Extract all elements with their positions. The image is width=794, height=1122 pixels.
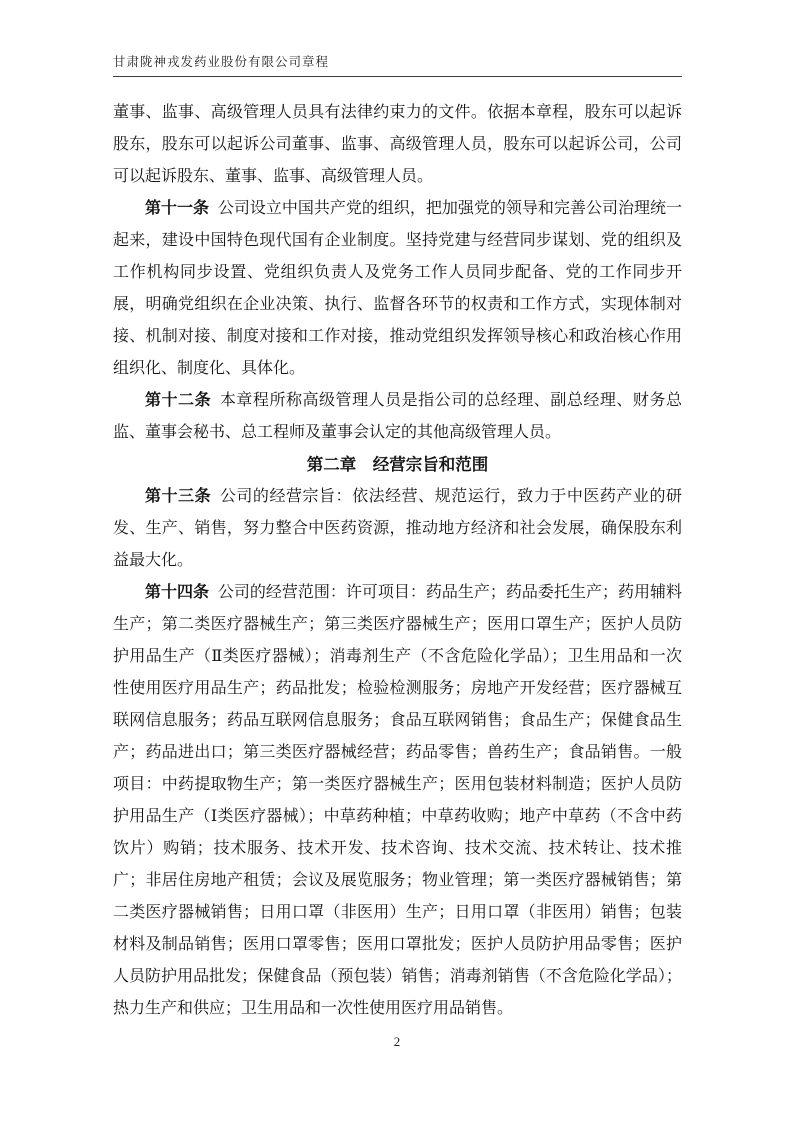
article-14-text: 公司的经营范围：许可项目：药品生产；药品委托生产；药用辅料生产；第二类医疗器械生产；第三类医疗器械生产；医用口罩生产；医护人员防护用品生产（Ⅱ类医疗器械）；消毒剂生产（不含危险化学品）；卫生用品和一次性使用医疗用品生产；药品批发；检验检测服务；房地产开发经营；医疗器械互联网信息服务；药品互联网信息服务；食品互联网销售；食品生产；保健食品生产；药品进出口；第三类医疗器械经营；药品零售；兽药生产；食品销售。一般项目：中药提取物生产；第一类医疗器械生产；医用包装材料制造；医护人员防护用品生产（Ⅰ类医疗器械）；中草药种植；中草药收购；地产中草药（不含中药饮片）购销；技术服务、技术开发、技术咨询、技术交流、技术转让、技术推广；非居住房地产租赁；会议及展览服务；物业管理；第一类医疗器械销售；第二类医疗器械销售；日用口罩（非医用）生产；日用口罩（非医用）销售；包装材料及制品销售；医用口罩零售；医用口罩批发；医护人员防护用品零售；医护人员防护用品批发；保健食品（预包装）销售；消毒剂销售（不含危险化学品）；热力生产和供应；卫生用品和一次性使用医疗用品销售。 [113, 584, 682, 1017]
article-12-text: 本章程所称高级管理人员是指公司的总经理、副总经理、财务总监、董事会秘书、总工程师及董事会认定的其他高级管理人员。 [113, 392, 682, 441]
article-14-number: 第十四条 [145, 584, 210, 601]
article-13-number: 第十三条 [145, 488, 212, 505]
article-11-number: 第十一条 [145, 200, 210, 217]
chapter-2-heading: 第二章 经营宗旨和范围 [306, 455, 489, 474]
document-body [113, 97, 682, 1025]
article-13-text: 公司的经营宗旨：依法经营、规范运行，致力于中医药产业的研发、生产、销售，努力整合中医药资源，推动地方经济和社会发展，确保股东利益最大化。 [113, 488, 682, 569]
article-11-text: 公司设立中国共产党的组织，把加强党的领导和完善公司治理统一起来，建设中国特色现代国有企业制度。坚持党建与经营同步谋划、党的组织及工作机构同步设置、党组织负责人及党务工作人员同步配备、党的工作同步开展，明确党组织在企业决策、执行、监督各环节的权责和工作方式，实现体制对接、机制对接、制度对接和工作对接，推动党组织发挥领导核心和政治核心作用组织化、制度化、具体化。 [113, 200, 682, 377]
article-14-paragraph [113, 577, 682, 1025]
continuation-paragraph [113, 97, 682, 193]
article-13-paragraph [113, 481, 682, 577]
article-11-paragraph [113, 193, 682, 385]
article-12-paragraph [113, 385, 682, 449]
header-title: 甘肃陇神戎发药业股份有限公司章程 [113, 55, 330, 69]
continuation-paragraph-text: 董事、监事、高级管理人员具有法律约束力的文件。依据本章程，股东可以起诉股东，股东可以起诉公司董事、监事、高级管理人员，股东可以起诉公司，公司可以起诉股东、董事、监事、高级管理人员。 [113, 104, 682, 185]
document-header [113, 52, 682, 77]
page-number: 2 [393, 1034, 401, 1049]
article-12-number: 第十二条 [145, 392, 212, 409]
